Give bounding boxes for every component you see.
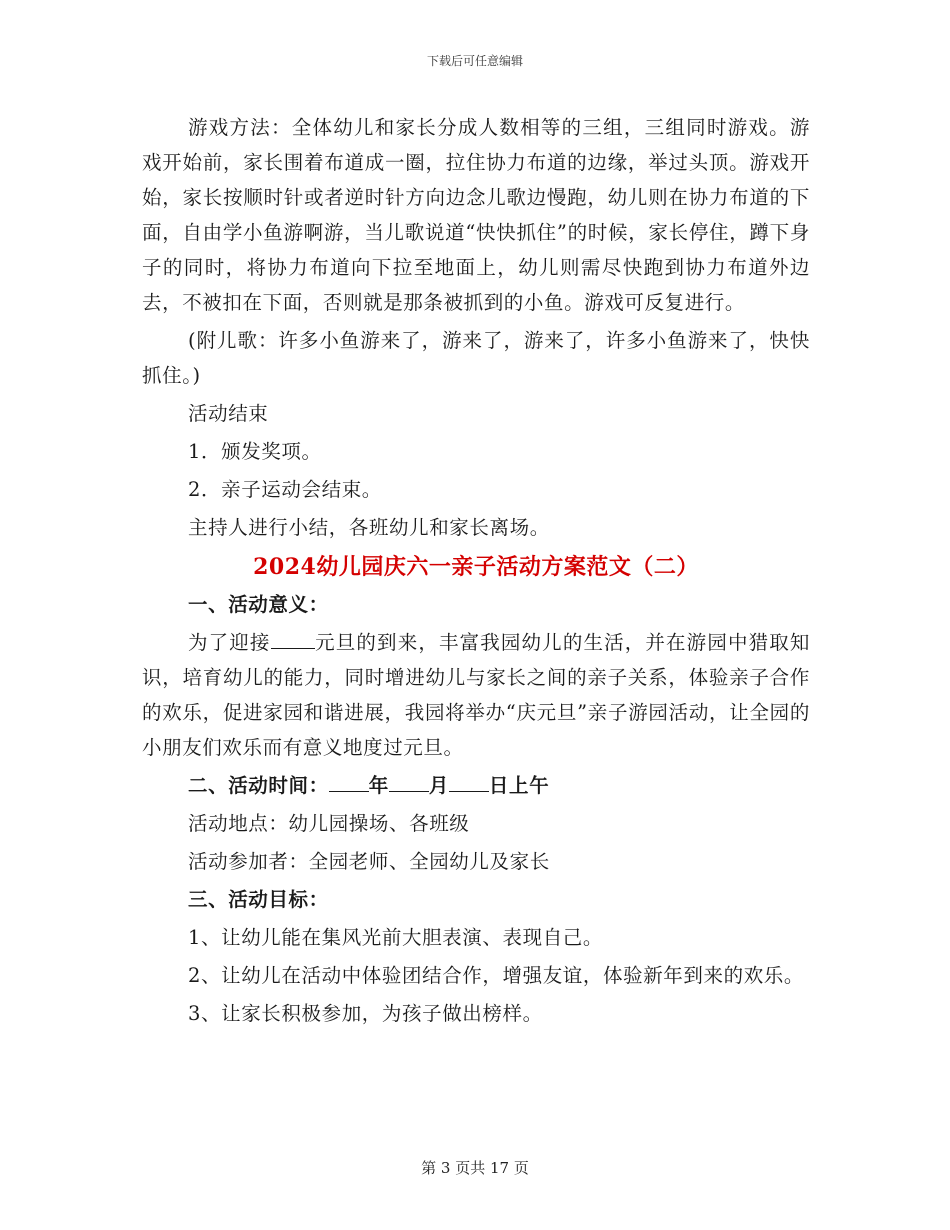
nursery-rhyme-paragraph: (附儿歌：许多小鱼游来了，游来了，游来了，许多小鱼游来了，快快抓住。)	[142, 329, 810, 387]
activity-location: 活动地点：幼儿园操场、各班级	[188, 812, 470, 835]
section3-heading: 三、活动目标：	[188, 888, 329, 911]
section1-body-start: 为了迎接	[188, 631, 271, 654]
activity-end-label: 活动结束	[188, 402, 269, 425]
section1-heading: 一、活动意义：	[188, 593, 329, 616]
section-title: 2024幼儿园庆六一亲子活动方案范文（二）	[253, 554, 699, 580]
list-item-end: 2．亲子运动会结束。	[188, 478, 382, 501]
year-label: 年	[368, 774, 389, 797]
section1-body-rest: 元旦的到来，丰富我园幼儿的生活，并在游园中猎取知识，培育幼儿的能力，同时增进幼儿与家长之间的亲子关系，体验亲子合作的欢乐，促进家园和谐进展，我园将举办“庆元旦”亲子游园活动，让全园的小朋友们欢乐而有意义地度过元旦。	[142, 631, 810, 759]
document-body	[142, 110, 810, 1031]
page-header: 下载后可任意编辑	[426, 54, 523, 68]
blank-day	[449, 772, 489, 793]
goal-item-2: 2、让幼儿在活动中体验团结合作，增强友谊，体验新年到来的欢乐。	[188, 964, 805, 987]
list-item-award: 1．颁发奖项。	[188, 440, 322, 463]
section1-body	[142, 625, 810, 765]
goal-item-1: 1、让幼儿能在集风光前大胆表演、表现自己。	[188, 926, 604, 949]
blank-month	[389, 772, 429, 793]
day-label: 日上午	[488, 774, 550, 797]
page-footer: 第 3 页共 17 页	[421, 1159, 529, 1177]
goal-item-3: 3、让家长积极参加，为孩子做出榜样。	[188, 1002, 543, 1025]
blank-line	[271, 629, 315, 650]
section2-heading-line	[142, 768, 810, 803]
activity-participants: 活动参加者：全园老师、全园幼儿及家长	[188, 850, 550, 873]
host-summary-paragraph: 主持人进行小结，各班幼儿和家长离场。	[188, 516, 550, 539]
game-method-paragraph: 游戏方法：全体幼儿和家长分成人数相等的三组，三组同时游戏。游戏开始前，家长围着布道成一圈，拉住协力布道的边缘，举过头顶。游戏开始，家长按顺时针或者逆时针方向边念儿歌边慢跑，幼儿则在协力布道的下面，自由学小鱼游啊游，当儿歌说道“快快抓住”的时候，家长停住，蹲下身子的同时，将协力布道向下拉至地面上，幼儿则需尽快跑到协力布道外边去，不被扣在下面，否则就是那条被抓到的小鱼。游戏可反复进行。	[142, 116, 810, 314]
blank-year	[329, 772, 369, 793]
section2-heading: 二、活动时间：	[188, 774, 329, 797]
month-label: 月	[428, 774, 449, 797]
